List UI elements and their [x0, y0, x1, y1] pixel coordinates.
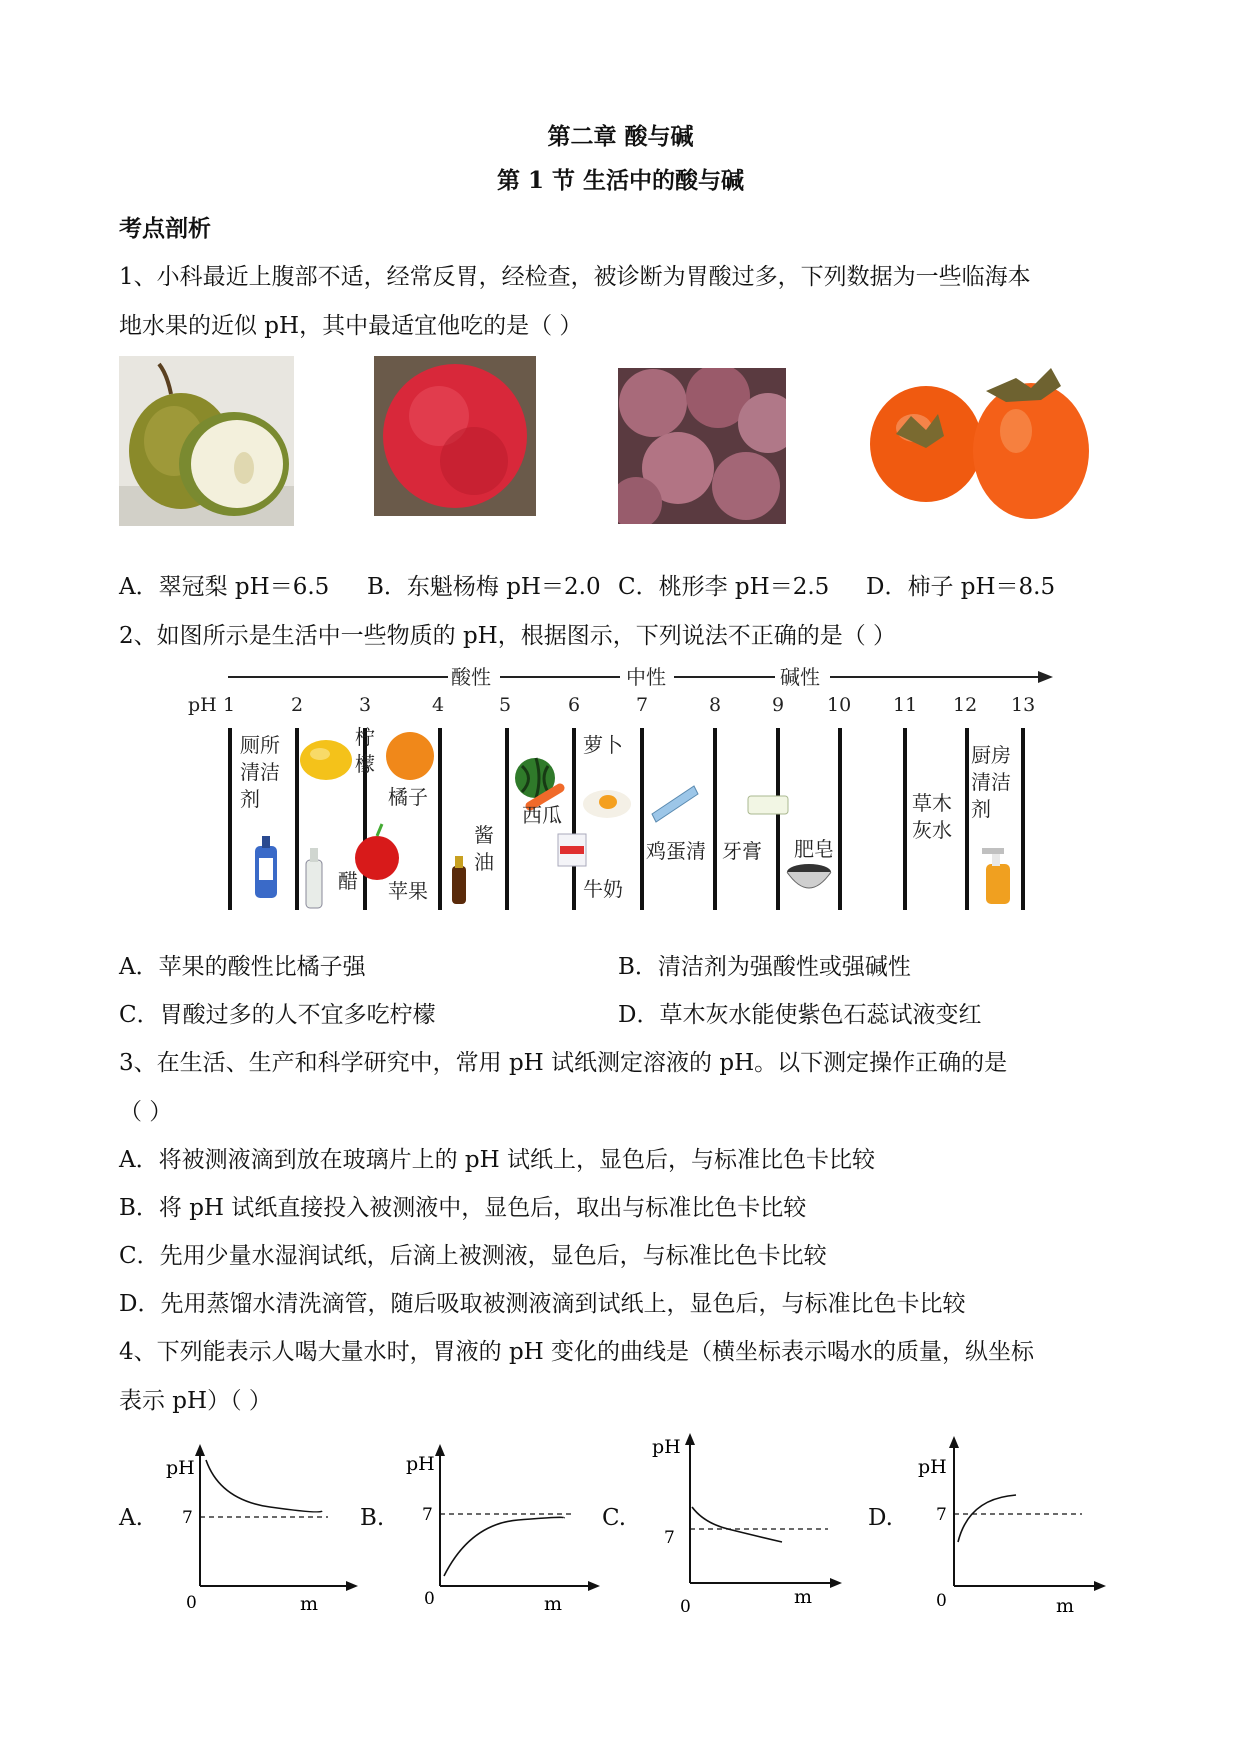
ph-tick: 11	[893, 694, 918, 716]
q3-text-line2: （ ）	[119, 1099, 173, 1125]
ph-tick: 2	[291, 694, 304, 716]
bayberry-image	[374, 356, 536, 516]
acidic-label: 酸性	[451, 665, 491, 689]
toothpaste-label: 牙膏	[722, 839, 762, 863]
q3-option-d[interactable]: D．先用蒸馏水清洗滴管，随后吸取被测液滴到试纸上，显色后，与标准比色卡比较	[119, 1291, 966, 1317]
q2-option-a[interactable]: A．苹果的酸性比橘子强	[119, 954, 366, 980]
q1-option-d[interactable]: D．柿子 pH＝8.5	[866, 574, 1056, 600]
chapter-title: 第二章 酸与碱	[547, 123, 694, 150]
ph-tick: 4	[432, 694, 445, 716]
graph-c-xlabel: m	[794, 1586, 813, 1608]
basic-label: 碱性	[780, 665, 820, 689]
q4-graph-b	[400, 1440, 610, 1615]
neutral-label: 中性	[626, 665, 666, 689]
graph-a-seven: 7	[182, 1508, 193, 1528]
q1-option-a[interactable]: A．翠冠梨 pH＝6.5	[119, 574, 330, 600]
pear-image	[119, 356, 294, 526]
apple-label: 苹果	[388, 879, 428, 903]
q4-graph-a-label[interactable]: A.	[119, 1505, 143, 1531]
graph-b-ylabel: pH	[406, 1453, 435, 1475]
radish-label: 萝卜	[583, 733, 623, 757]
graph-d-seven: 7	[936, 1505, 947, 1525]
ph-tick: 8	[709, 694, 722, 716]
q2-option-c[interactable]: C．胃酸过多的人不宜多吃柠檬	[119, 1002, 436, 1028]
q4-text-line2: 表示 pH）（ ）	[119, 1388, 272, 1414]
q1-option-b[interactable]: B．东魁杨梅 pH＝2.0	[367, 574, 601, 600]
toilet-cleaner-label: 厕所 清洁 剂	[240, 733, 280, 811]
graph-b-seven: 7	[422, 1505, 433, 1525]
kitchen-cleaner-label: 厨房 清洁 剂	[971, 743, 1011, 821]
ph-axis-label: pH	[188, 694, 217, 716]
q2-text: 2、如图所示是生活中一些物质的 pH，根据图示，下列说法不正确的是（ ）	[119, 623, 897, 649]
plum-image	[618, 368, 786, 524]
section-title: 第 1 节 生活中的酸与碱	[496, 167, 745, 194]
q4-graph-c	[648, 1425, 858, 1615]
q1-text-line2: 地水果的近似 pH，其中最适宜他吃的是（ ）	[119, 313, 583, 339]
q1-option-c[interactable]: C．桃形李 pH＝2.5	[618, 574, 830, 600]
q4-graph-c-label[interactable]: C.	[602, 1505, 627, 1531]
ph-tick: 1	[223, 694, 236, 716]
q4-graph-d-label[interactable]: D.	[868, 1505, 893, 1531]
graph-a-ylabel: pH	[166, 1457, 195, 1479]
ph-tick: 13	[1011, 694, 1036, 716]
ash-water-label: 草木 灰水	[912, 791, 952, 842]
graph-a-xlabel: m	[300, 1593, 319, 1615]
analysis-heading: 考点剖析	[119, 215, 211, 242]
q4-graph-a	[160, 1440, 370, 1615]
graph-a-origin: 0	[186, 1593, 197, 1613]
q1-text-line1: 1、小科最近上腹部不适，经常反胃，经检查，被诊断为胃酸过多，下列数据为一些临海本	[119, 264, 1031, 290]
graph-c-origin: 0	[680, 1597, 691, 1615]
graph-b-xlabel: m	[544, 1593, 563, 1615]
q3-text-line1: 3、在生活、生产和科学研究中，常用 pH 试纸测定溶液的 pH。以下测定操作正确的是	[119, 1050, 1008, 1076]
q4-graph-d	[912, 1430, 1122, 1620]
soy-sauce-label: 酱 油	[474, 823, 494, 874]
graph-b-origin: 0	[424, 1589, 435, 1609]
ph-scale-figure	[180, 660, 1060, 915]
q3-option-c[interactable]: C．先用少量水湿润试纸，后滴上被测液，显色后，与标准比色卡比较	[119, 1243, 827, 1269]
q4-text-line1: 4、下列能表示人喝大量水时，胃液的 pH 变化的曲线是（横坐标表示喝水的质量，纵坐标	[119, 1339, 1035, 1365]
ph-tick: 9	[772, 694, 785, 716]
orange-label: 橘子	[388, 785, 428, 809]
q2-option-d[interactable]: D．草木灰水能使紫色石蕊试液变红	[618, 1002, 982, 1028]
q3-option-a[interactable]: A．将被测液滴到放在玻璃片上的 pH 试纸上，显色后，与标准比色卡比较	[119, 1147, 876, 1173]
watermelon-label: 西瓜	[522, 803, 562, 827]
ph-tick: 7	[636, 694, 649, 716]
ph-tick: 3	[359, 694, 372, 716]
lemon-label: 柠 檬	[355, 725, 375, 776]
egg-white-label: 鸡蛋清	[646, 839, 706, 863]
graph-d-ylabel: pH	[918, 1456, 947, 1478]
ph-tick: 10	[827, 694, 852, 716]
ph-tick: 12	[953, 694, 978, 716]
soap-label: 肥皂	[794, 837, 834, 861]
graph-c-seven: 7	[664, 1528, 675, 1548]
graph-c-ylabel: pH	[652, 1436, 681, 1458]
persimmon-image	[866, 356, 1092, 526]
milk-label: 牛奶	[583, 877, 623, 901]
graph-d-origin: 0	[936, 1591, 947, 1611]
q4-graph-b-label[interactable]: B.	[360, 1505, 385, 1531]
vinegar-label: 醋	[338, 869, 358, 893]
ph-tick: 6	[568, 694, 581, 716]
q3-option-b[interactable]: B．将 pH 试纸直接投入被测液中，显色后，取出与标准比色卡比较	[119, 1195, 807, 1221]
ph-tick: 5	[499, 694, 512, 716]
q2-option-b[interactable]: B．清洁剂为强酸性或强碱性	[618, 954, 911, 980]
graph-d-xlabel: m	[1056, 1595, 1075, 1617]
